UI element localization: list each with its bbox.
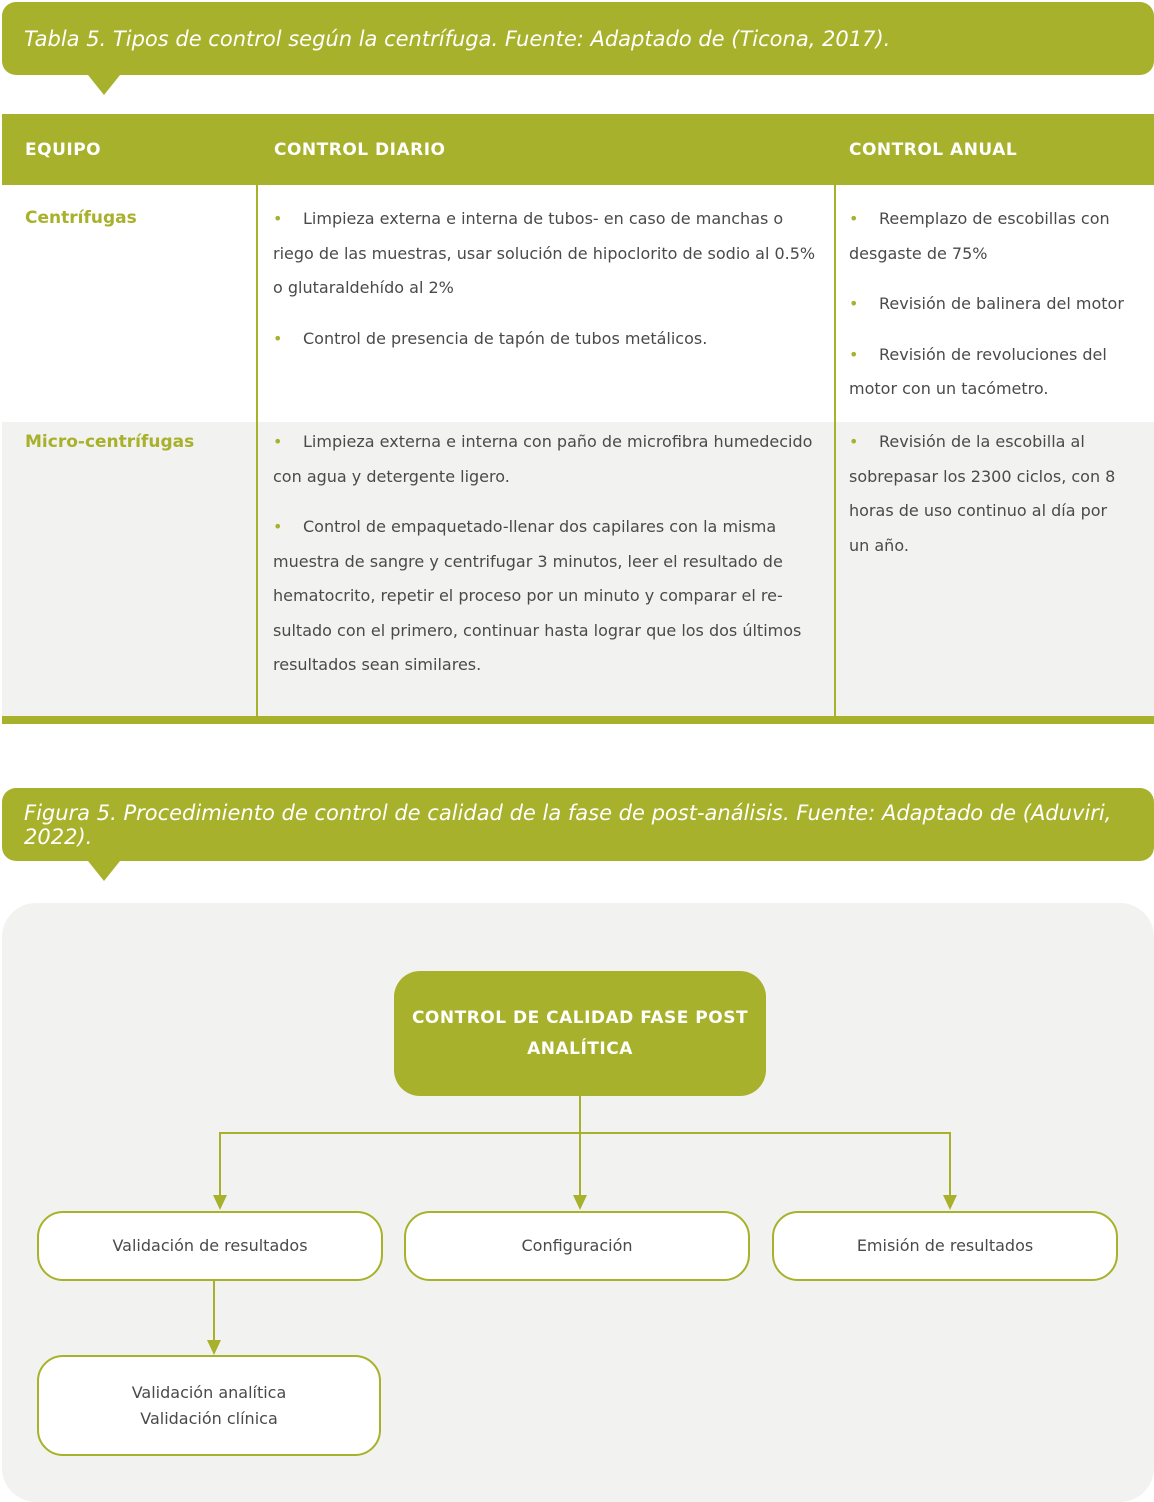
node-label: Validación analítica — [131, 1382, 287, 1402]
node-validacion-sub — [37, 1355, 381, 1456]
node-validacion — [37, 1211, 383, 1281]
header-equipo: EQUIPO — [25, 139, 102, 160]
node-configuracion — [404, 1211, 750, 1281]
bullet-icon: • — [273, 328, 283, 348]
root-node — [394, 971, 766, 1096]
equipo-cell: Centrífugas — [25, 208, 137, 228]
header-control-anual: CONTROL ANUAL — [849, 139, 1018, 160]
root-node-line: ANALÍTICA — [527, 1038, 633, 1059]
node-emision — [772, 1211, 1118, 1281]
arrow-head-icon — [573, 1195, 587, 1210]
node-label: Configuración — [521, 1236, 633, 1255]
bullet-icon: • — [849, 294, 859, 313]
list-item: • Revisión de revoluciones del motor con un tacómetro. — [849, 338, 1144, 407]
arrow-head-icon — [213, 1195, 227, 1210]
bullet-icon: • — [849, 209, 859, 228]
node-label: Validación clínica — [140, 1408, 278, 1428]
list-item: • Limpieza externa e interna con paño de microfibra humedecido con agua y detergente ligero. — [273, 425, 821, 494]
list-item: • Control de empaquetado-llenar dos capilares con la misma muestra de sangre y centrifugar 3 minutos, leer el resultado de hematocrito, repetir el proceso por un minuto y comparar el re-sultado con el primero, continuar hasta lograr que los dos últimos resultados sean similares. — [273, 510, 821, 683]
table-caption-text: Tabla 5. Tipos de control según la centrífuga. Fuente: Adaptado de (Ticona, 2017). — [24, 26, 891, 51]
connector-line — [220, 1133, 950, 1198]
list-item: • Limpieza externa e interna de tubos- en caso de manchas o riego de las muestras, usar solución de hipoclorito de sodio al 0.5% o glutaraldehído al 2% — [273, 202, 821, 306]
bullet-icon: • — [849, 432, 859, 451]
arrow-head-icon — [943, 1195, 957, 1210]
bullet-icon: • — [273, 432, 283, 451]
list-item: • Control de presencia de tapón de tubos metálicos. — [273, 322, 821, 357]
root-node-line: CONTROL DE CALIDAD FASE POST — [411, 1007, 749, 1028]
equipo-cell: Micro-centrífugas — [25, 432, 195, 452]
node-label: Emisión de resultados — [856, 1236, 1034, 1255]
list-item: • Revisión de balinera del motor — [849, 287, 1144, 322]
bullet-icon: • — [849, 344, 859, 364]
bullet-icon: • — [273, 517, 283, 536]
arrow-head-icon — [207, 1340, 221, 1355]
node-label: Validación de resultados — [112, 1236, 308, 1255]
header-control-diario: CONTROL DIARIO — [274, 139, 446, 160]
list-item: • Reemplazo de escobillas con desgaste de 75% — [849, 202, 1144, 271]
figure-caption-text: Figura 5. Procedimiento de control de calidad de la fase de post-análisis. Fuente: Adaptado de (Aduviri, 2022). — [24, 800, 1112, 849]
list-item: • Revisión de la escobilla al sobrepasar los 2300 ciclos, con 8 horas de uso continuo al día por un año. — [849, 425, 1119, 563]
bullet-icon: • — [273, 209, 283, 228]
